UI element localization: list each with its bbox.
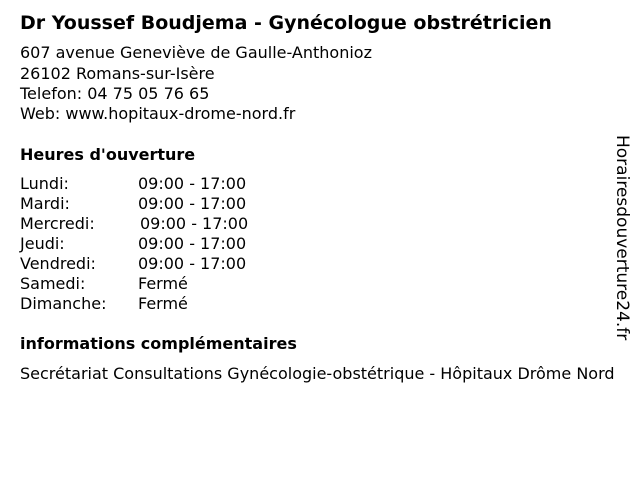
hours-day-label: Dimanche: xyxy=(20,294,107,313)
hours-day-label: Jeudi: xyxy=(20,234,65,253)
hours-time-value: 09:00 - 17:00 xyxy=(138,194,247,213)
hours-day-label: Lundi: xyxy=(20,174,69,193)
hours-time-value: 09:00 - 17:00 xyxy=(138,254,247,273)
address-street: 607 avenue Geneviève de Gaulle-Anthonioz xyxy=(20,43,372,62)
additional-info-text: Secrétariat Consultations Gynécologie-obstétrique - Hôpitaux Drôme Nord xyxy=(20,364,615,383)
phone-number: Telefon: 04 75 05 76 65 xyxy=(20,84,210,103)
address-city: 26102 Romans-sur-Isère xyxy=(20,64,215,83)
hours-day-label: Vendredi: xyxy=(20,254,96,273)
hours-time-value: 09:00 - 17:00 xyxy=(138,174,247,193)
page-title: Dr Youssef Boudjema - Gynécologue obstrétricien xyxy=(20,12,552,34)
additional-info-heading: informations complémentaires xyxy=(20,334,297,353)
hours-time-value: 09:00 - 17:00 xyxy=(140,214,249,233)
hours-time-value: 09:00 - 17:00 xyxy=(138,234,247,253)
site-watermark: Horairesdouverture24.fr xyxy=(612,135,632,341)
hours-time-value: Fermé xyxy=(138,274,188,293)
hours-day-label: Mardi: xyxy=(20,194,70,213)
hours-day-label: Mercredi: xyxy=(20,214,95,233)
website-link[interactable]: Web: www.hopitaux-drome-nord.fr xyxy=(20,104,296,123)
hours-day-label: Samedi: xyxy=(20,274,86,293)
opening-hours-heading: Heures d'ouverture xyxy=(20,145,196,164)
hours-time-value: Fermé xyxy=(138,294,188,313)
